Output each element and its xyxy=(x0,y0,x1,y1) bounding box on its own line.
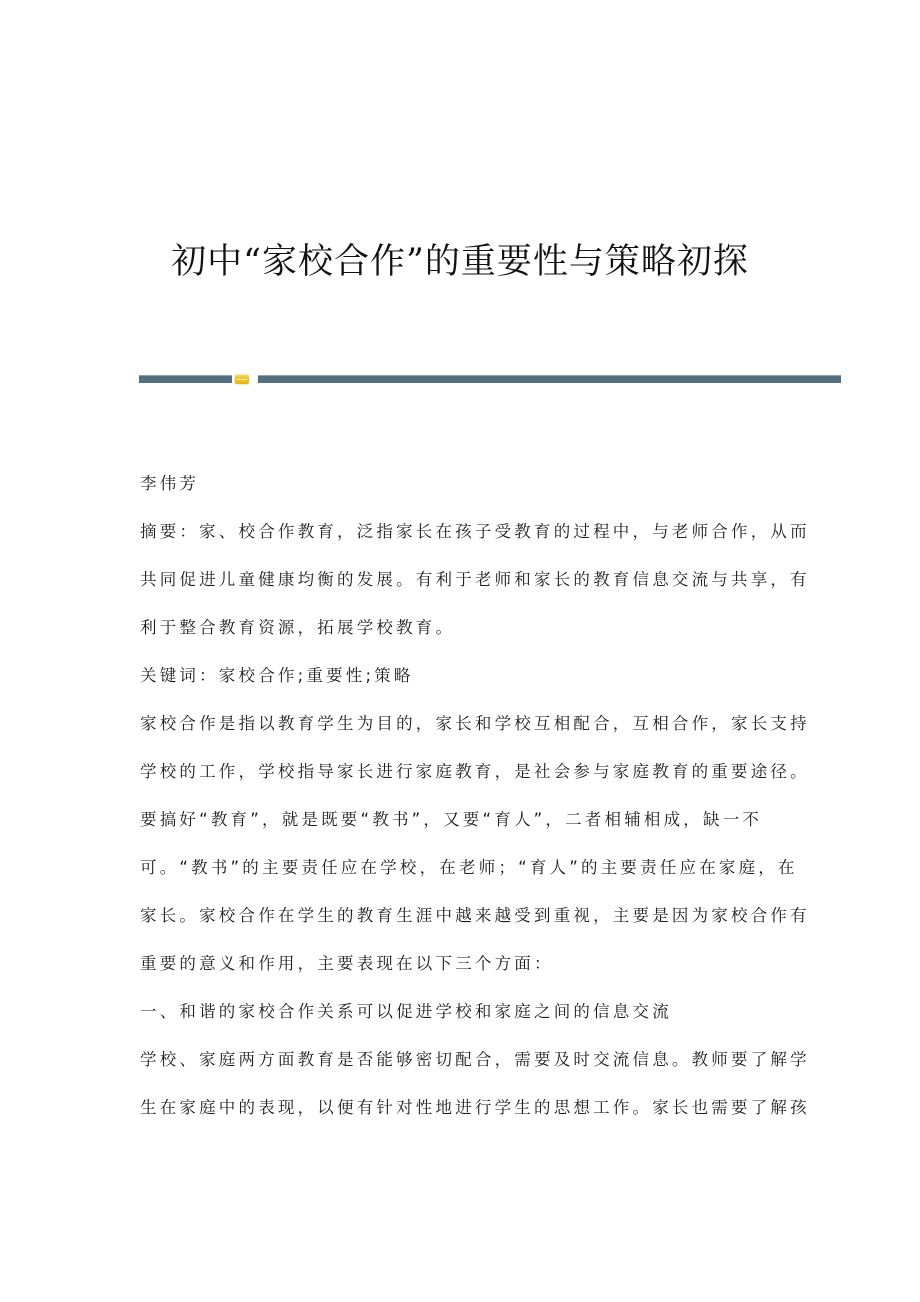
intro-paragraph xyxy=(140,708,810,980)
divider-bar-right xyxy=(258,375,841,383)
paragraph-line: 家长。家校合作在学生的教育生涯中越来越受到重视，主要是因为家校合作有 xyxy=(140,906,810,925)
paragraph-line: 要搞好“教育”，就是既要“教书”，又要“育人”，二者相辅相成，缺一不 xyxy=(140,810,763,829)
abstract-line: 摘要：家、校合作教育，泛指家长在孩子受教育的过程中，与老师合作，从而 xyxy=(140,522,810,541)
keywords: 关键词：家校合作;重要性;策略 xyxy=(140,666,414,685)
document-body xyxy=(140,468,810,1140)
paragraph-line: 生在家庭中的表现，以便有针对性地进行学生的思想工作。家长也需要了解孩 xyxy=(140,1098,810,1117)
abstract-line: 共同促进儿童健康均衡的发展。有利于老师和家长的教育信息交流与共享，有 xyxy=(140,570,810,589)
paragraph-line: 可。“教书”的主要责任应在学校，在老师；“育人”的主要责任应在家庭，在 xyxy=(140,858,798,877)
author-name: 李伟芳 xyxy=(140,474,200,493)
section1-paragraph xyxy=(140,1044,810,1124)
divider-ornament-icon xyxy=(235,375,249,384)
abstract xyxy=(140,516,810,644)
paragraph-line: 重要的意义和作用，主要表现在以下三个方面： xyxy=(140,954,554,973)
divider-bar-left xyxy=(139,375,232,383)
document-title: 初中“家校合作”的重要性与策略初探 xyxy=(171,242,749,283)
paragraph-line: 学校的工作，学校指导家长进行家庭教育，是社会参与家庭教育的重要途径。 xyxy=(140,762,810,781)
abstract-line: 利于整合教育资源，拓展学校教育。 xyxy=(140,618,456,637)
title-divider xyxy=(139,375,841,384)
section-heading: 一、和谐的家校合作关系可以促进学校和家庭之间的信息交流 xyxy=(140,1002,672,1021)
paragraph-line: 学校、家庭两方面教育是否能够密切配合，需要及时交流信息。教师要了解学 xyxy=(140,1050,810,1069)
paragraph-line: 家校合作是指以教育学生为目的，家长和学校互相配合，互相合作，家长支持 xyxy=(140,714,810,733)
